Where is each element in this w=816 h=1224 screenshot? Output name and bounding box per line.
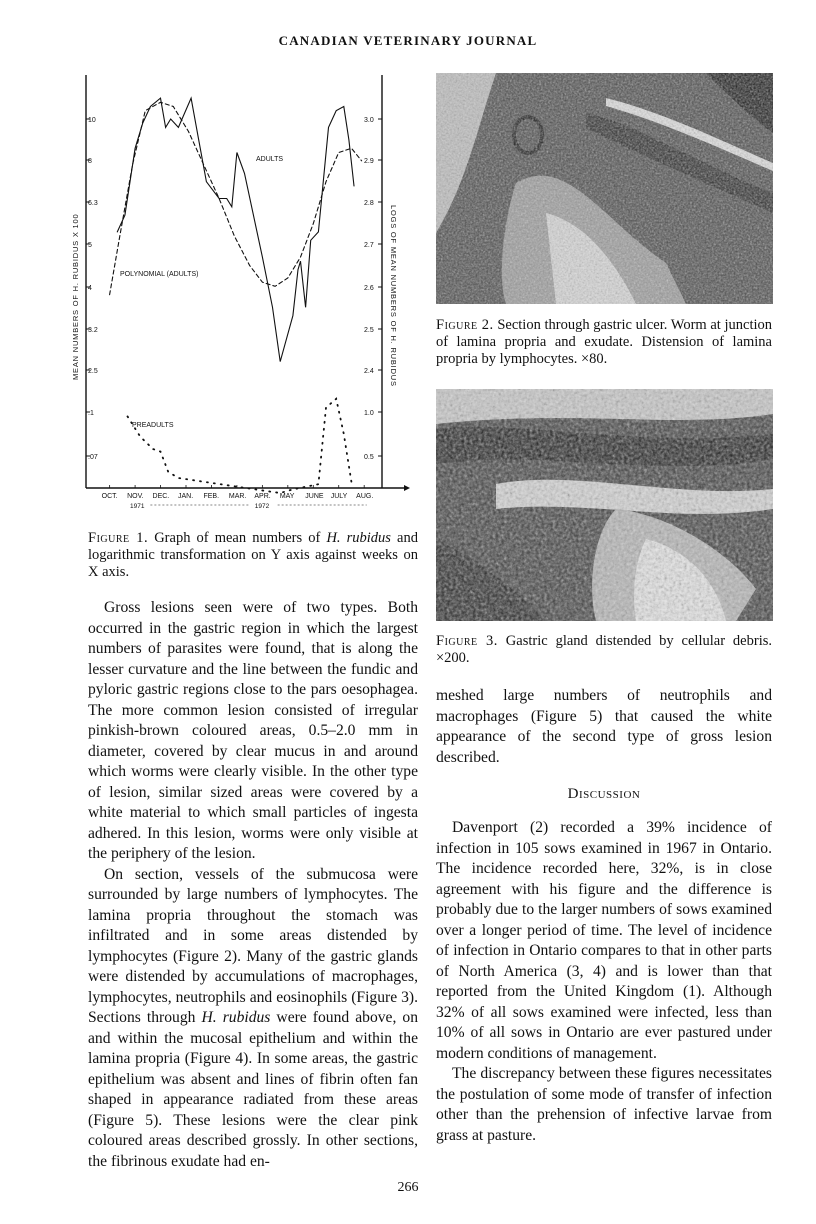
left-tick-label: 5 [88,242,92,249]
annotation-preadults: PREADULTS [132,422,174,429]
figure-3-caption-text: Gastric gland distended by cellular debris. ×200. [436,633,772,666]
chart-svg [64,70,419,510]
left-tick-label: 3.2 [88,327,98,334]
discussion-heading: Discussion [567,786,641,802]
figure-1-caption-a: Graph of mean numbers of [154,530,327,546]
figure-2-label: Figure 2. [436,317,494,333]
figure-1-caption-b: and logarithmic transformation on Y axis against weeks on X axis. [88,530,418,580]
right-column-continuation [436,686,772,768]
series-adults [117,98,354,362]
right-tick-label: 2.5 [364,327,374,334]
paragraph-gross-lesions: Gross lesions seen were of two types. Both occurred in the gastric region in which the largest numbers of parasites were found, that is along the lesser curvature and the line between the fundic and pyloric gastric regions close to the pars oesophagea. The more common lesion consisted of irregular pinkish-brown coloured areas, 0.5–2.0 mm in diameter, covered by clear mucus in and around which worms were clearly visible. In the other type of lesion, similar sized areas were covered by a white material to which small particles of ingesta adhered. In this lesion, worms were only visible at the periphery of the lesion. [88,599,418,862]
paragraph-on-section-species: H. rubidus [201,1009,271,1026]
series-polynomial-adults [110,102,362,294]
figure-1-caption [88,530,418,581]
x-tick-label: FEB. [203,493,220,500]
x-tick-label: AUG. [356,493,374,500]
left-tick-label: 8 [88,158,92,165]
x-tick-label: APR. [254,493,271,500]
right-tick-label: 2.8 [364,200,374,207]
series-preadults [128,399,352,493]
left-tick-label: 6.3 [88,200,98,207]
x-tick-label: NOV. [127,493,144,500]
y-axis-label-right: LOGS OF MEAN NUMBERS OF H. RUBIDUS [389,205,398,387]
figure-1-label: Figure 1. [88,530,149,546]
page-number: 266 [397,1180,419,1195]
running-header: CANADIAN VETERINARY JOURNAL [278,33,538,48]
left-tick-label: 10 [88,117,96,124]
right-tick-label: 2.6 [364,285,374,292]
figure-2-image [436,73,773,304]
right-tick-label: 2.7 [364,242,374,249]
figure-3-label: Figure 3. [436,633,498,649]
x-axis-arrow [404,485,410,491]
x-year-label: 1972 [254,503,270,510]
left-tick-label: 4 [88,285,92,292]
x-tick-label: MAY [279,493,295,500]
figure-1-caption-species: H. rubidus [326,530,391,546]
figure-3-image [436,389,773,621]
paragraph-discussion-1: Davenport (2) recorded a 39% incidence of infection in 105 sows examined in 1967 in Ontario. The incidence recorded here, 32%, is in close agreement with his figure and the difference is probably due to the larger numbers of sows examined over a longer period of time. The level of incidence of infection in Ontario compares to that in other parts of North America (3, 4) and is lower than that reported from the United Kingdom (1). Although 32% of all sows examined were infected, less than 10% of all sows in Ontario are ever pastured under modern conditions of management. [436,819,772,1062]
left-tick-label: .1 [88,410,94,417]
right-tick-label: 1.0 [364,410,374,417]
x-year-label: 1971 [130,503,145,510]
right-tick-label: 2.9 [364,158,374,165]
paragraph-continuation: meshed large numbers of neutrophils and macrophages (Figure 5) that caused the white appearance of the second type of gross lesion described. [436,687,772,766]
right-tick-label: 0.5 [364,454,374,461]
x-tick-label: OCT. [101,493,118,500]
x-tick-label: JAN. [178,493,194,500]
paragraph-on-section [88,865,418,1173]
right-tick-label: 3.0 [364,117,374,124]
figure-2-caption-text: Section through gastric ulcer. Worm at junction of lamina propria and exudate. Distension of lamina propria by lymphocytes. ×80. [436,317,772,367]
figure-3-photomicrograph [436,389,773,621]
right-column-discussion [436,818,772,1146]
left-tick-label: .07 [88,454,98,461]
annotation-adults: ADULTS [256,156,284,163]
y-axis-label-left: MEAN NUMBERS OF H. RUBIDUS X 100 [71,213,80,380]
x-tick-label: JULY [330,493,348,500]
x-tick-label: MAR. [228,493,247,500]
figure-2-caption [436,317,772,368]
left-tick-label: 2.5 [88,368,98,375]
x-tick-label: JUNE [305,493,324,500]
figure-3-caption [436,633,772,667]
left-column [88,598,418,1172]
figure-2-photomicrograph [436,73,773,304]
annotation-polynomial: POLYNOMIAL (ADULTS) [120,271,199,278]
x-tick-label: DEC. [152,493,170,500]
right-tick-label: 2.4 [364,368,374,375]
paragraph-discussion-2: The discrepancy between these figures necessitates the postulation of some mode of transfer of infection other than the prehension of infective larvae from grass at pasture. [436,1065,772,1144]
figure-1-chart [64,70,419,510]
paragraph-on-section-b: were found above, on and within the mucosal epithelium and within the lamina propria (Figure 4). In some areas, the gastric epithelium was absent and lines of fibrin often fan shaped in appearance radiated from these areas (Figure 5). These lesions were the clear pink coloured areas described grossly. In other sections, the fibrinous exudate had en- [88,1009,419,1170]
paragraph-on-section-a: On section, vessels of the submucosa were surrounded by large numbers of lymphocytes. The lamina propria throughout the stomach was infiltrated and in some areas distended by lymphocytes (Figure 2). Many of the gastric glands were distended by accumulations of macrophages, lymphocytes, neutrophils and eosinophils (Figure 3). Sections through [88,865,418,1026]
